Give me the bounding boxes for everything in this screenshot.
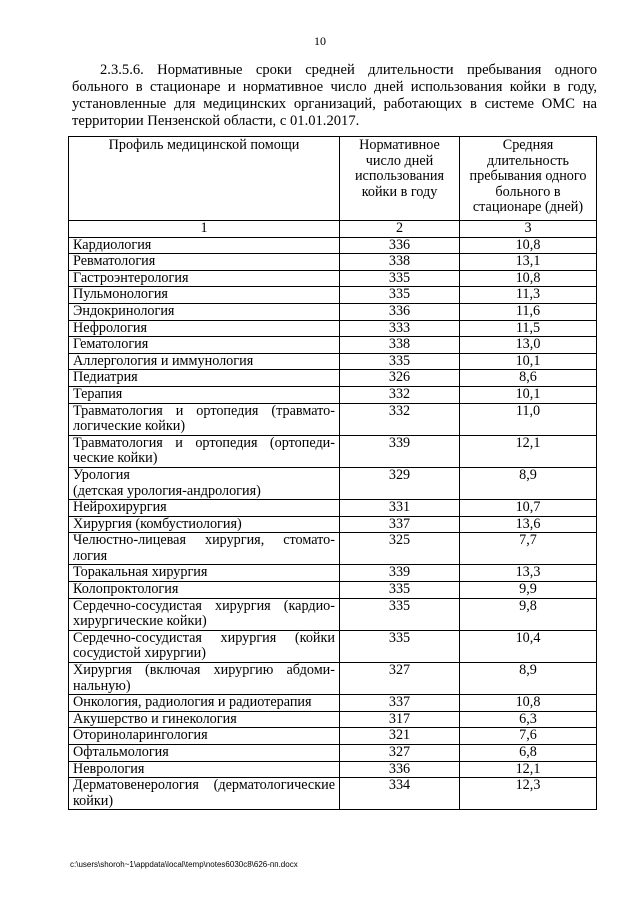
table-row: [69, 370, 597, 387]
footer-file-path: c:\users\shoroh~1\appdata\local\temp\notes6030c8\626-пп.docx: [70, 860, 298, 869]
bed-days-norms-table: [68, 136, 597, 810]
avg-duration-cell: 13,6: [460, 516, 597, 533]
profile-cell: Акушерство и гинекология: [69, 711, 340, 728]
bed-days-cell: 327: [340, 745, 460, 762]
table-row: [69, 386, 597, 403]
bed-days-cell: 335: [340, 582, 460, 599]
table-row: [69, 761, 597, 778]
table-row: [69, 745, 597, 762]
profile-cell: Нейрохирургия: [69, 500, 340, 517]
avg-duration-cell: 10,7: [460, 500, 597, 517]
avg-duration-cell: 11,0: [460, 403, 597, 435]
profile-cell: Пульмонология: [69, 287, 340, 304]
avg-duration-cell: 8,6: [460, 370, 597, 387]
avg-duration-cell: 11,3: [460, 287, 597, 304]
table-row: [69, 663, 597, 695]
column-number-row: [69, 221, 597, 238]
profile-cell: Оториноларингология: [69, 728, 340, 745]
profile-cell: Торакальная хирургия: [69, 565, 340, 582]
avg-duration-cell: 7,7: [460, 533, 597, 565]
bed-days-cell: 338: [340, 337, 460, 354]
table-row: [69, 254, 597, 271]
column-number: 1: [69, 221, 340, 238]
profile-cell: Неврология: [69, 761, 340, 778]
bed-days-cell: 331: [340, 500, 460, 517]
avg-duration-cell: 10,8: [460, 695, 597, 712]
table-row: [69, 270, 597, 287]
profile-cell: Травматология и ортопедия (травмато-логические койки): [69, 403, 340, 435]
bed-days-cell: 321: [340, 728, 460, 745]
avg-duration-cell: 6,8: [460, 745, 597, 762]
bed-days-cell: 327: [340, 663, 460, 695]
avg-duration-cell: 7,6: [460, 728, 597, 745]
table-row: [69, 237, 597, 254]
avg-duration-cell: 9,8: [460, 598, 597, 630]
profile-cell: Гастроэнтерология: [69, 270, 340, 287]
table-row: [69, 582, 597, 599]
bed-days-cell: 338: [340, 254, 460, 271]
profile-cell: Аллергология и иммунология: [69, 353, 340, 370]
profile-cell: Хирургия (комбустиология): [69, 516, 340, 533]
avg-duration-cell: 10,4: [460, 630, 597, 662]
table-row: [69, 728, 597, 745]
table-row: [69, 435, 597, 467]
profile-cell: Дерматовенерология (дерматологические койки): [69, 778, 340, 810]
column-number: 3: [460, 221, 597, 238]
profile-cell: Гематология: [69, 337, 340, 354]
bed-days-cell: 332: [340, 403, 460, 435]
avg-duration-cell: 10,8: [460, 270, 597, 287]
table-row: [69, 533, 597, 565]
bed-days-cell: 333: [340, 320, 460, 337]
profile-cell: Ревматология: [69, 254, 340, 271]
table-row: [69, 287, 597, 304]
column-number: 2: [340, 221, 460, 238]
table-row: [69, 778, 597, 810]
profile-cell: Сердечно-сосудистая хирургия (койки сосудистой хирургии): [69, 630, 340, 662]
bed-days-cell: 329: [340, 467, 460, 499]
avg-duration-cell: 12,1: [460, 435, 597, 467]
profile-cell: Челюстно-лицевая хирургия, стомато-логия: [69, 533, 340, 565]
bed-days-cell: 335: [340, 353, 460, 370]
table-row: [69, 565, 597, 582]
bed-days-cell: 337: [340, 516, 460, 533]
avg-duration-cell: 8,9: [460, 663, 597, 695]
header-profile: Профиль медицинской помощи: [69, 137, 340, 221]
bed-days-cell: 336: [340, 237, 460, 254]
bed-days-cell: 339: [340, 435, 460, 467]
avg-duration-cell: 13,3: [460, 565, 597, 582]
table-header-row: [69, 137, 597, 221]
avg-duration-cell: 10,8: [460, 237, 597, 254]
table-row: [69, 320, 597, 337]
bed-days-cell: 336: [340, 761, 460, 778]
avg-duration-cell: 12,3: [460, 778, 597, 810]
bed-days-cell: 317: [340, 711, 460, 728]
avg-duration-cell: 13,1: [460, 254, 597, 271]
table-row: [69, 695, 597, 712]
avg-duration-cell: 12,1: [460, 761, 597, 778]
avg-duration-cell: 11,5: [460, 320, 597, 337]
table-row: [69, 500, 597, 517]
bed-days-cell: 335: [340, 630, 460, 662]
bed-days-cell: 337: [340, 695, 460, 712]
profile-cell: Нефрология: [69, 320, 340, 337]
avg-duration-cell: 13,0: [460, 337, 597, 354]
table-body: [69, 221, 597, 810]
profile-cell: Сердечно-сосудистая хирургия (кардио-хирургические койки): [69, 598, 340, 630]
avg-duration-cell: 10,1: [460, 386, 597, 403]
avg-duration-cell: 9,9: [460, 582, 597, 599]
profile-cell: Травматология и ортопедия (ортопеди-ческие койки): [69, 435, 340, 467]
bed-days-cell: 335: [340, 287, 460, 304]
avg-duration-cell: 6,3: [460, 711, 597, 728]
table-row: [69, 598, 597, 630]
table-row: [69, 303, 597, 320]
section-heading: 2.3.5.6. Нормативные сроки средней длительности пребывания одного больного в стационаре и нормативное число дней использования койки в году, установленные для медицинских организаций, работающих в системе ОМС на территории Пензенской области, с 01.01.2017.: [72, 62, 597, 129]
table-row: [69, 630, 597, 662]
profile-cell: Хирургия (включая хирургию абдоми-нальную): [69, 663, 340, 695]
bed-days-cell: 335: [340, 598, 460, 630]
avg-duration-cell: 11,6: [460, 303, 597, 320]
bed-days-cell: 332: [340, 386, 460, 403]
table-row: [69, 403, 597, 435]
bed-days-cell: 339: [340, 565, 460, 582]
profile-cell: Кардиология: [69, 237, 340, 254]
page-number: 10: [314, 34, 326, 48]
profile-cell: Офтальмология: [69, 745, 340, 762]
avg-duration-cell: 10,1: [460, 353, 597, 370]
bed-days-cell: 326: [340, 370, 460, 387]
profile-cell: Терапия: [69, 386, 340, 403]
bed-days-cell: 325: [340, 533, 460, 565]
profile-cell: Колопроктология: [69, 582, 340, 599]
table-row: [69, 337, 597, 354]
profile-cell: Эндокринология: [69, 303, 340, 320]
table-row: [69, 516, 597, 533]
bed-days-cell: 336: [340, 303, 460, 320]
table-row: [69, 711, 597, 728]
header-bed-days: Нормативное число дней использования койки в году: [340, 137, 460, 221]
profile-cell: Урология (детская урология-андрология): [69, 467, 340, 499]
bed-days-cell: 334: [340, 778, 460, 810]
avg-duration-cell: 8,9: [460, 467, 597, 499]
table-row: [69, 467, 597, 499]
profile-cell: Педиатрия: [69, 370, 340, 387]
header-avg-duration: Средняя длительность пребывания одного больного в стационаре (дней): [460, 137, 597, 221]
table-row: [69, 353, 597, 370]
profile-cell: Онкология, радиология и радиотерапия: [69, 695, 340, 712]
bed-days-cell: 335: [340, 270, 460, 287]
